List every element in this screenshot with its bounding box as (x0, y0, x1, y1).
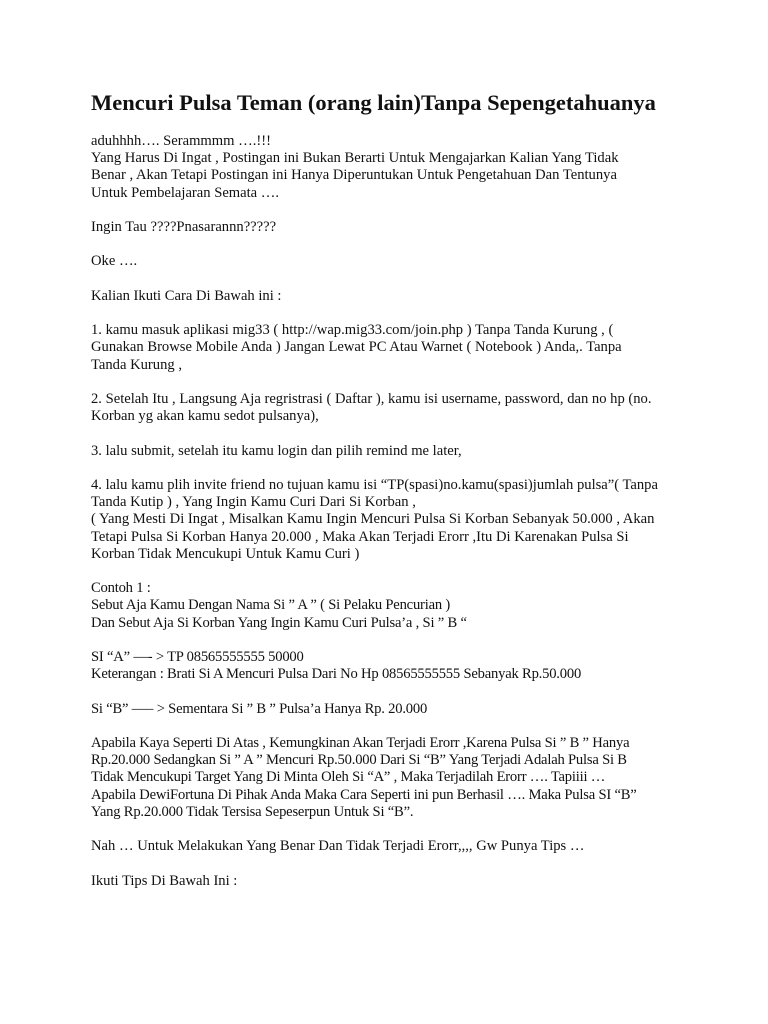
text-line: Ingin Tau ????Pnasarannn????? (91, 219, 277, 235)
text-line: Kalian Ikuti Cara Di Bawah ini : (91, 287, 282, 304)
paragraph (91, 580, 731, 632)
text-line: Benar , Akan Tetapi Postingan ini Hanya Diperuntukan Untuk Pengetahuan Dan Tentunya (91, 167, 617, 184)
paragraph (91, 443, 731, 460)
text-line: Nah … Untuk Melakukan Yang Benar Dan Tidak Terjadi Erorr,,,, Gw Punya Tips … (91, 838, 585, 855)
text-line: Tanda Kurung , (91, 356, 182, 373)
paragraph (91, 873, 731, 890)
paragraph (91, 133, 731, 202)
paragraph (91, 838, 731, 855)
text-line: 4. lalu kamu plih invite friend no tujuan kamu isi “TP(spasi)no.kamu(spasi)jumlah pulsa”( Tanpa (91, 476, 658, 493)
paragraph (91, 477, 731, 563)
text-line: SI “A” —- > TP 08565555555 50000 (91, 648, 304, 665)
text-line: Dan Sebut Aja Si Korban Yang Ingin Kamu Curi Pulsa’a , Si ” B “ (91, 614, 467, 631)
paragraph (91, 701, 731, 718)
text-line: aduhhhh…. Serammmm ….!!! (91, 133, 271, 149)
text-line: Rp.20.000 Sedangkan Si ” A ” Mencuri Rp.50.000 Dari Si “B” Yang Terjadi Adalah Pulsa Si B (91, 752, 627, 769)
text-line: ( Yang Mesti Di Ingat , Misalkan Kamu Ingin Mencuri Pulsa Si Korban Sebanyak 50.000 , Akan (91, 511, 655, 528)
text-line: Apabila Kaya Seperti Di Atas , Kemungkinan Akan Terjadi Erorr ,Karena Pulsa Si ” B ” Hanya (91, 734, 630, 751)
text-line: Apabila DewiFortuna Di Pihak Anda Maka Cara Seperti ini pun Berhasil …. Maka Pulsa SI “B” (91, 786, 637, 803)
text-line: Untuk Pembelajaran Semata …. (91, 184, 280, 201)
text-line: 1. kamu masuk aplikasi mig33 ( http://wap.mig33.com/join.php ) Tanpa Tanda Kurung , ( (91, 322, 614, 339)
document-body (91, 133, 731, 907)
paragraph (91, 649, 731, 683)
paragraph (91, 322, 731, 374)
text-line: Yang Harus Di Ingat , Postingan ini Bukan Berarti Untuk Mengajarkan Kalian Yang Tidak (91, 150, 619, 167)
text-line: Keterangan : Brati Si A Mencuri Pulsa Dari No Hp 08565555555 Sebanyak Rp.50.000 (91, 666, 582, 683)
paragraph (91, 288, 731, 305)
text-line: Yang Rp.20.000 Tidak Tersisa Sepeserpun Untuk Si “B”. (91, 803, 414, 820)
text-line: Korban yg akan kamu sedot pulsanya), (91, 408, 319, 425)
text-line: Sebut Aja Kamu Dengan Nama Si ” A ” ( Si Pelaku Pencurian ) (91, 597, 451, 614)
text-line: 2. Setelah Itu , Langsung Aja regristrasi ( Daftar ), kamu isi username, password, dan no hp (no. (91, 390, 652, 407)
text-line: Tidak Mencukupi Target Yang Di Minta Oleh Si “A” , Maka Terjadilah Erorr …. Tapiiii … (91, 769, 606, 786)
paragraph (91, 391, 731, 425)
text-line: Tanda Kutip ) , Yang Ingin Kamu Curi Dari Si Korban , (91, 494, 416, 511)
document-title: Mencuri Pulsa Teman (orang lain)Tanpa Sepengetahuanya (91, 90, 656, 115)
paragraph (91, 219, 731, 236)
paragraph (91, 735, 731, 821)
text-line: Korban Tidak Mencukupi Untuk Kamu Curi ) (91, 545, 360, 562)
text-line: Gunakan Browse Mobile Anda ) Jangan Lewat PC Atau Warnet ( Notebook ) Anda,. Tanpa (91, 339, 622, 356)
text-line: Oke …. (91, 253, 138, 270)
text-line: Si “B” —– > Sementara Si ” B ” Pulsa’a Hanya Rp. 20.000 (91, 700, 428, 717)
text-line: Ikuti Tips Di Bawah Ini : (91, 872, 238, 889)
paragraph (91, 253, 731, 270)
text-line: Contoh 1 : (91, 580, 151, 597)
text-line: 3. lalu submit, setelah itu kamu login dan pilih remind me later, (91, 442, 462, 459)
text-line: Tetapi Pulsa Si Korban Hanya 20.000 , Maka Akan Terjadi Erorr ,Itu Di Karenakan Pulsa Si (91, 528, 629, 545)
